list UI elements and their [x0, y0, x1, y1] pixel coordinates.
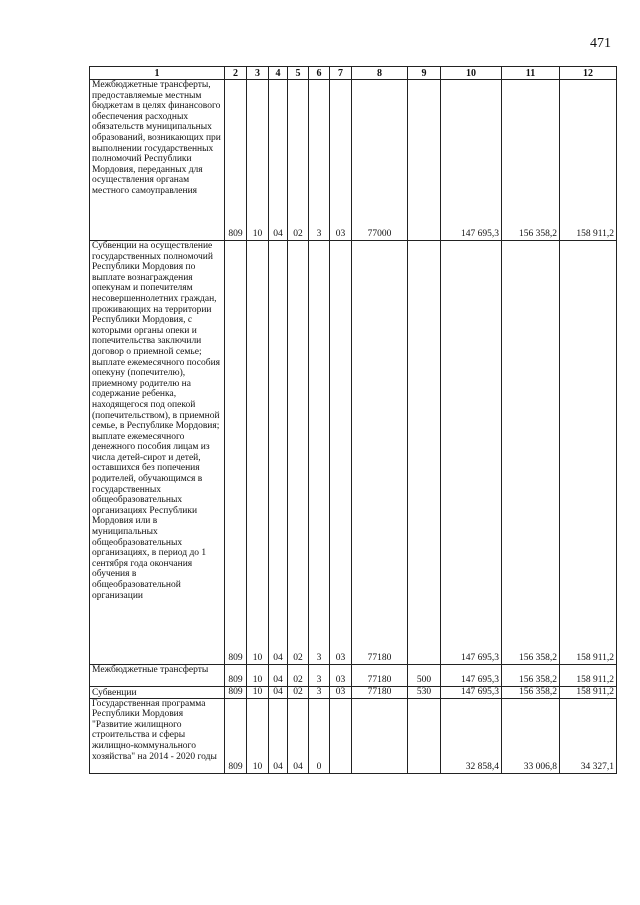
row-code-subsection: 04	[269, 241, 288, 665]
row-code-ministry: 809	[225, 698, 247, 773]
row-amount-year-3: 158 911,2	[560, 241, 617, 665]
row-code-program: 02	[288, 80, 309, 241]
row-amount-year-2: 156 358,2	[502, 665, 560, 687]
row-amount-year-2: 156 358,2	[502, 80, 560, 241]
table-row	[90, 698, 617, 773]
row-code-section: 10	[247, 698, 269, 773]
row-code-subsection: 04	[269, 665, 288, 687]
row-name: Межбюджетные трансферты, предоставляемые местным бюджетам в целях финансового обеспечения расходных обязательств муниципальных образований, возникающих при выполнении государственных полномочий Республики Мордовия, переданных для осуществления органам местного самоуправления	[90, 80, 225, 241]
row-amount-year-2: 33 006,8	[502, 698, 560, 773]
row-code-direction: 77000	[352, 80, 408, 241]
row-name: Государственная программа Республики Мордовия "Развитие жилищного строительства и сферы жилищно-коммунального хозяйства" на 2014 - 2020 годы	[90, 698, 225, 773]
col-header-7: 7	[330, 67, 352, 80]
row-code-program: 02	[288, 241, 309, 665]
row-code-direction: 77180	[352, 241, 408, 665]
row-amount-year-3: 158 911,2	[560, 80, 617, 241]
table-row	[90, 80, 617, 241]
row-code-subsection: 04	[269, 698, 288, 773]
row-code-section: 10	[247, 80, 269, 241]
row-code-subprogram: 3	[309, 687, 330, 699]
row-code-expense-type: 500	[408, 665, 441, 687]
row-amount-year-2: 156 358,2	[502, 687, 560, 699]
row-code-expense-type: 530	[408, 687, 441, 699]
row-amount-year-1: 147 695,3	[441, 80, 502, 241]
row-name: Межбюджетные трансферты	[90, 665, 225, 687]
row-code-direction: 77180	[352, 687, 408, 699]
row-amount-year-1: 32 858,4	[441, 698, 502, 773]
row-amount-year-1: 147 695,3	[441, 687, 502, 699]
row-code-ministry: 809	[225, 241, 247, 665]
row-code-subprogram: 3	[309, 241, 330, 665]
table-row	[90, 687, 617, 699]
row-name: Субвенции	[90, 687, 225, 699]
row-amount-year-3: 158 911,2	[560, 665, 617, 687]
row-code-section: 10	[247, 241, 269, 665]
row-code-event: 03	[330, 687, 352, 699]
col-header-11: 11	[502, 67, 560, 80]
budget-table	[89, 66, 617, 774]
col-header-6: 6	[309, 67, 330, 80]
row-code-program: 04	[288, 698, 309, 773]
col-header-12: 12	[560, 67, 617, 80]
row-amount-year-1: 147 695,3	[441, 665, 502, 687]
header-row	[90, 67, 617, 80]
row-amount-year-2: 156 358,2	[502, 241, 560, 665]
page-number: 471	[590, 36, 611, 51]
row-amount-year-1: 147 695,3	[441, 241, 502, 665]
table-row	[90, 665, 617, 687]
row-code-ministry: 809	[225, 80, 247, 241]
col-header-9: 9	[408, 67, 441, 80]
row-code-section: 10	[247, 665, 269, 687]
col-header-8: 8	[352, 67, 408, 80]
col-header-3: 3	[247, 67, 269, 80]
row-code-direction	[352, 698, 408, 773]
row-code-event: 03	[330, 241, 352, 665]
row-amount-year-3: 158 911,2	[560, 687, 617, 699]
row-code-event	[330, 698, 352, 773]
row-code-event: 03	[330, 665, 352, 687]
col-header-2: 2	[225, 67, 247, 80]
row-code-event: 03	[330, 80, 352, 241]
row-code-ministry: 809	[225, 687, 247, 699]
row-code-expense-type	[408, 80, 441, 241]
col-header-1: 1	[90, 67, 225, 80]
row-code-program: 02	[288, 687, 309, 699]
row-code-subsection: 04	[269, 687, 288, 699]
row-code-subsection: 04	[269, 80, 288, 241]
row-code-direction: 77180	[352, 665, 408, 687]
row-name: Субвенции на осуществление государственных полномочий Республики Мордовия по выплате вознаграждения опекунам и попечителям несовершеннолетних граждан, проживающих на территории Республики Мордовия, с которыми органы опеки и попечительства заключили договор о приемной семье; выплате ежемесячного пособия опекуну (попечителю), приемному родителю на содержание ребенка, находящегося под опекой (попечительством), в приемной семье, в Республике Мордовия; выплате ежемесячного денежного пособия лицам из числа детей-сирот и детей, оставшихся без попечения родителей, обучающимся в государственных общеобразовательных организациях Республики Мордовия или в муниципальных общеобразовательных организациях, в период до 1 сентября года окончания обучения в общеобразовательной организации	[90, 241, 225, 665]
col-header-4: 4	[269, 67, 288, 80]
row-amount-year-3: 34 327,1	[560, 698, 617, 773]
row-code-subprogram: 3	[309, 80, 330, 241]
row-code-expense-type	[408, 698, 441, 773]
col-header-10: 10	[441, 67, 502, 80]
row-code-program: 02	[288, 665, 309, 687]
table-row	[90, 241, 617, 665]
row-code-subprogram: 3	[309, 665, 330, 687]
row-code-expense-type	[408, 241, 441, 665]
row-code-ministry: 809	[225, 665, 247, 687]
row-code-section: 10	[247, 687, 269, 699]
row-code-subprogram: 0	[309, 698, 330, 773]
col-header-5: 5	[288, 67, 309, 80]
